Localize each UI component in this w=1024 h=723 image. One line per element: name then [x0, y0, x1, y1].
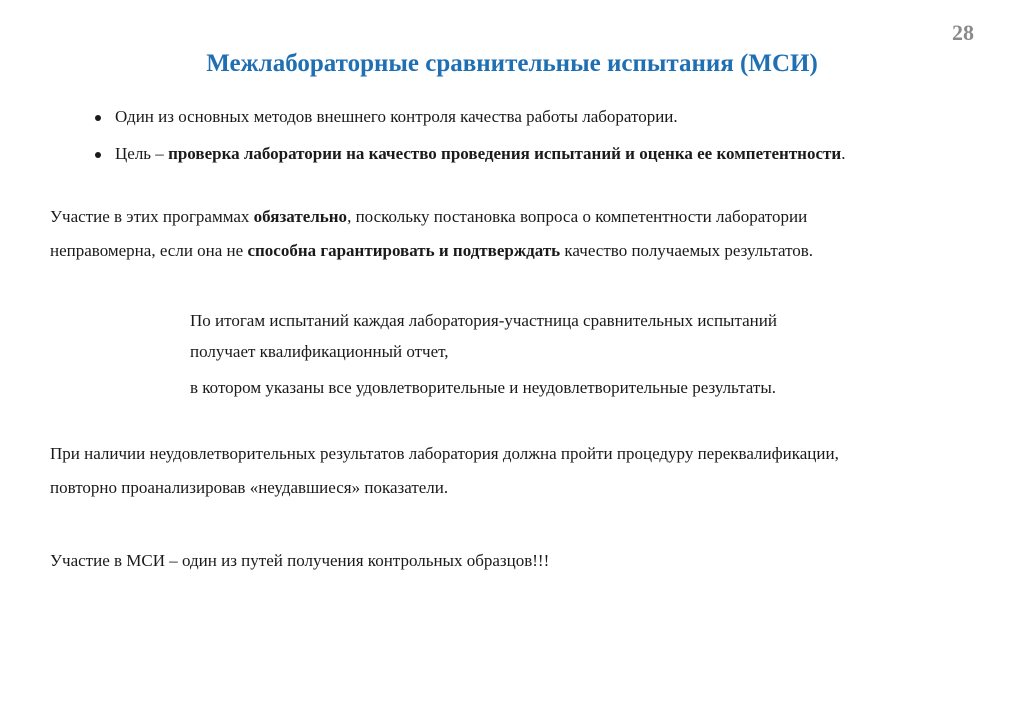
bullet-suffix: .: [841, 144, 846, 163]
bullet-prefix: Цель –: [115, 144, 169, 163]
unsatisfactory-line: повторно проанализировав «неудавшиеся» показатели.: [50, 478, 449, 497]
conclusion-text: Участие в МСИ – один из путей получения контрольных образцов!!!: [50, 551, 550, 570]
bullet-text: Один из основных методов внешнего контроля качества работы лаборатории.: [115, 107, 678, 126]
participation-paragraph: [50, 200, 813, 268]
participation-emphasis: способна гарантировать и подтверждать: [247, 241, 561, 260]
participation-text: Участие в этих программах: [50, 207, 254, 226]
results-line: в котором указаны все удовлетворительные и неудовлетворительные результаты.: [190, 378, 777, 397]
bullet-list: [95, 104, 845, 178]
bullet-emphasis: проверка лаборатории на качество проведения испытаний и оценка ее компетентности: [168, 144, 842, 163]
results-line: По итогам испытаний каждая лаборатория-участница сравнительных испытаний: [190, 311, 777, 330]
bullet-dot-icon: [95, 115, 101, 121]
participation-text: неправомерна, если она не: [50, 241, 248, 260]
bullet-item: [95, 104, 845, 129]
participation-emphasis: обязательно: [253, 207, 348, 226]
results-line: получает квалификационный отчет,: [190, 342, 449, 361]
participation-text: качество получаемых результатов.: [560, 241, 814, 260]
page-number: 28: [952, 20, 974, 45]
conclusion-paragraph: [50, 544, 549, 578]
results-block: [190, 305, 777, 403]
unsatisfactory-line: При наличии неудовлетворительных результатов лаборатория должна пройти процедуру переквалификации,: [50, 444, 839, 463]
bullet-item: [95, 141, 845, 166]
bullet-dot-icon: [95, 152, 101, 158]
participation-text: , поскольку постановка вопроса о компетентности лаборатории: [347, 207, 808, 226]
unsatisfactory-paragraph: [50, 437, 839, 505]
slide-title: Межлабораторные сравнительные испытания (МСИ): [206, 50, 818, 77]
